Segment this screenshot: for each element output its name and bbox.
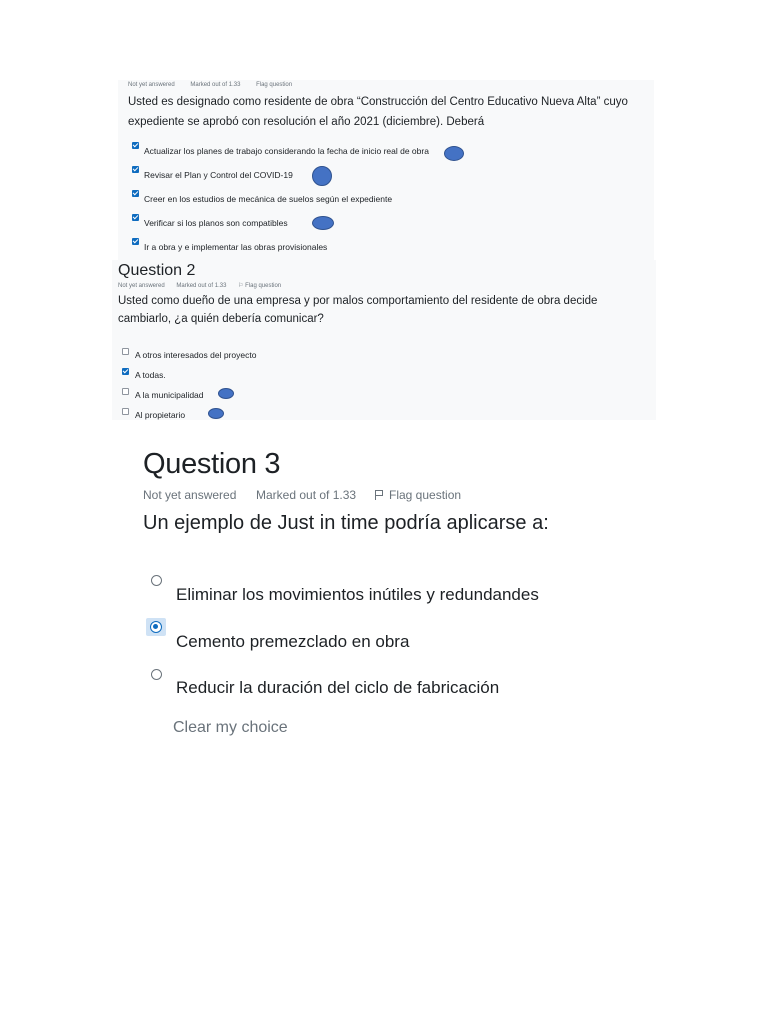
q3-flag-label: Flag question	[389, 488, 462, 502]
checkbox-checked[interactable]	[132, 214, 139, 221]
q2-marks: Marked out of 1.33	[176, 283, 227, 289]
checkbox-checked[interactable]	[132, 190, 139, 197]
q3-option-2-label[interactable]: Cemento premezclado en obra	[176, 632, 410, 651]
q3-marks: Marked out of 1.33	[256, 488, 357, 502]
q2-option-2-label: A todas.	[135, 370, 166, 380]
radio-selected[interactable]	[146, 618, 166, 636]
radio-unselected[interactable]	[151, 575, 162, 586]
q1-option-5-label: Ir a obra y e implementar las obras provisionales	[144, 242, 328, 252]
question-1-card	[118, 80, 654, 260]
q1-status: Not yet answered	[128, 82, 175, 88]
checkbox-checked[interactable]	[132, 238, 139, 245]
question-3-text: Un ejemplo de Just in time podría aplicarse a:	[143, 512, 549, 534]
q3-flag-link[interactable]	[375, 488, 461, 502]
question-1-text: Usted es designado como residente de obra “Construcción del Centro Educativo Nueva Alta” cuyo expediente se aprobó con resolución el año 2021 (diciembre). Deberá	[128, 96, 628, 128]
clear-my-choice-link[interactable]: Clear my choice	[173, 719, 288, 736]
q1-option-3-label: Creer en los estudios de mecánica de suelos según el expediente	[144, 194, 393, 204]
flag-icon	[375, 490, 384, 500]
q3-option-1-label[interactable]: Eliminar los movimientos inútiles y redundandes	[176, 585, 539, 604]
marker-dot	[312, 216, 334, 230]
checkbox-unchecked[interactable]	[122, 408, 129, 415]
q1-marks: Marked out of 1.33	[190, 82, 241, 88]
q2-flag-label: Flag question	[245, 283, 282, 289]
q3-status: Not yet answered	[143, 488, 237, 502]
radio-unselected[interactable]	[151, 669, 162, 680]
q1-option-4-label: Verificar si los planos son compatibles	[144, 218, 288, 228]
marker-dot	[218, 388, 234, 399]
checkbox-checked[interactable]	[132, 166, 139, 173]
q2-option-4-label: Al propietario	[135, 410, 186, 420]
q2-option-3-label: A la municipalidad	[135, 390, 204, 400]
checkbox-unchecked[interactable]	[122, 348, 129, 355]
marker-dot	[444, 146, 464, 161]
checkbox-checked[interactable]	[122, 368, 129, 375]
checkbox-unchecked[interactable]	[122, 388, 129, 395]
q1-flag-link[interactable]: Flag question	[256, 82, 293, 88]
radio-dot-icon	[150, 621, 162, 633]
marker-dot	[312, 166, 332, 186]
q3-option-3-label[interactable]: Reducir la duración del ciclo de fabricación	[176, 678, 500, 697]
question-2-text: Usted como dueño de una empresa y por malos comportamiento del residente de obra decide cambiarlo, ¿a quién debería comunicar?	[118, 295, 598, 325]
question-2-title: Question 2	[118, 262, 196, 279]
q1-option-2-label: Revisar el Plan y Control del COVID-19	[144, 170, 293, 180]
question-1-meta	[128, 82, 306, 88]
q2-option-1-label: A otros interesados del proyecto	[135, 350, 257, 360]
question-3-title: Question 3	[143, 448, 281, 480]
q2-flag-link[interactable]: ⚐ Flag question	[238, 283, 282, 289]
marker-dot	[208, 408, 224, 419]
question-2-card	[112, 260, 656, 420]
checkbox-checked[interactable]	[132, 142, 139, 149]
question-3-card	[140, 440, 640, 750]
q1-option-1-label: Actualizar los planes de trabajo considerando la fecha de inicio real de obra	[144, 146, 429, 156]
q2-status: Not yet answered	[118, 283, 165, 289]
question-2-meta	[118, 282, 301, 289]
